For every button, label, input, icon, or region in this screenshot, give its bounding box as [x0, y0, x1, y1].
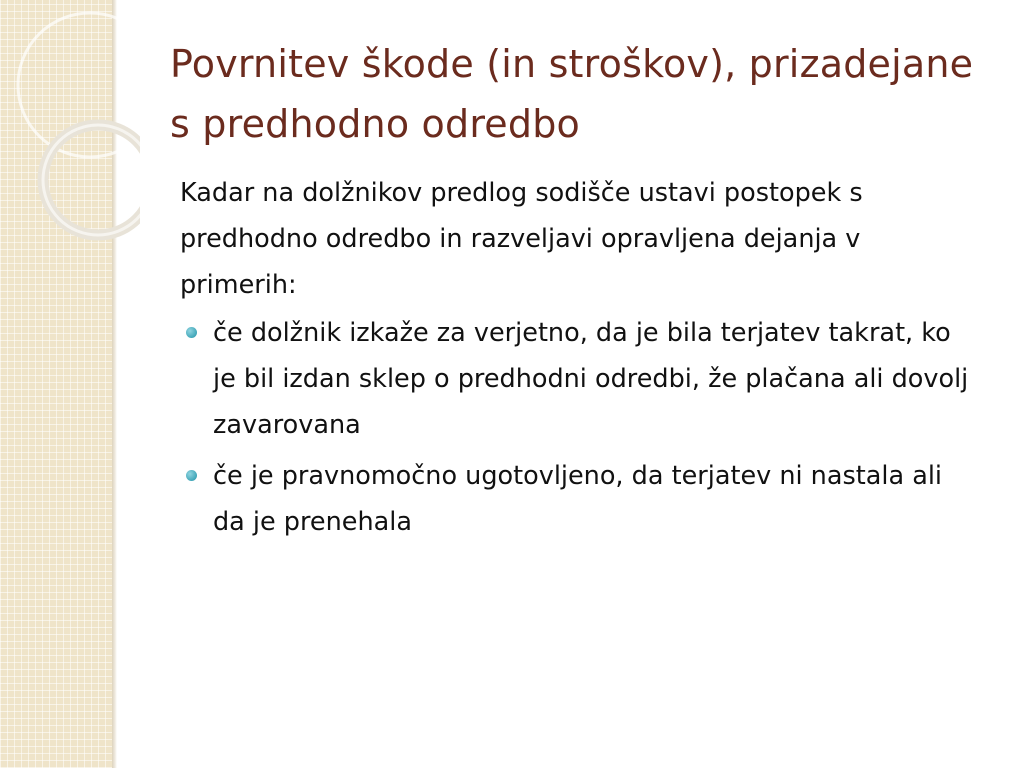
slide-body: [180, 170, 980, 550]
bullet-list: [180, 310, 980, 545]
intro-paragraph: Kadar na dolžnikov predlog sodišče ustavi postopek s predhodno odredbo in razveljavi opravljena dejanja v primerih:: [180, 178, 863, 300]
bullet-item: [180, 310, 980, 448]
bullet-text: če je pravnomočno ugotovljeno, da terjatev ni nastala ali da je prenehala: [213, 461, 942, 537]
bullet-text: če dolžnik izkaže za verjetno, da je bila terjatev takrat, ko je bil izdan sklep o predhodni odredbi, že plačana ali dovolj zavarovana: [213, 318, 969, 440]
bullet-item: [180, 453, 980, 545]
slide-title: Povrnitev škode (in stroškov), prizadejane s predhodno odredbo: [170, 42, 974, 146]
decorative-rings: [0, 0, 140, 260]
bullet-dot-icon: [186, 327, 197, 338]
bullet-dot-icon: [186, 470, 197, 481]
